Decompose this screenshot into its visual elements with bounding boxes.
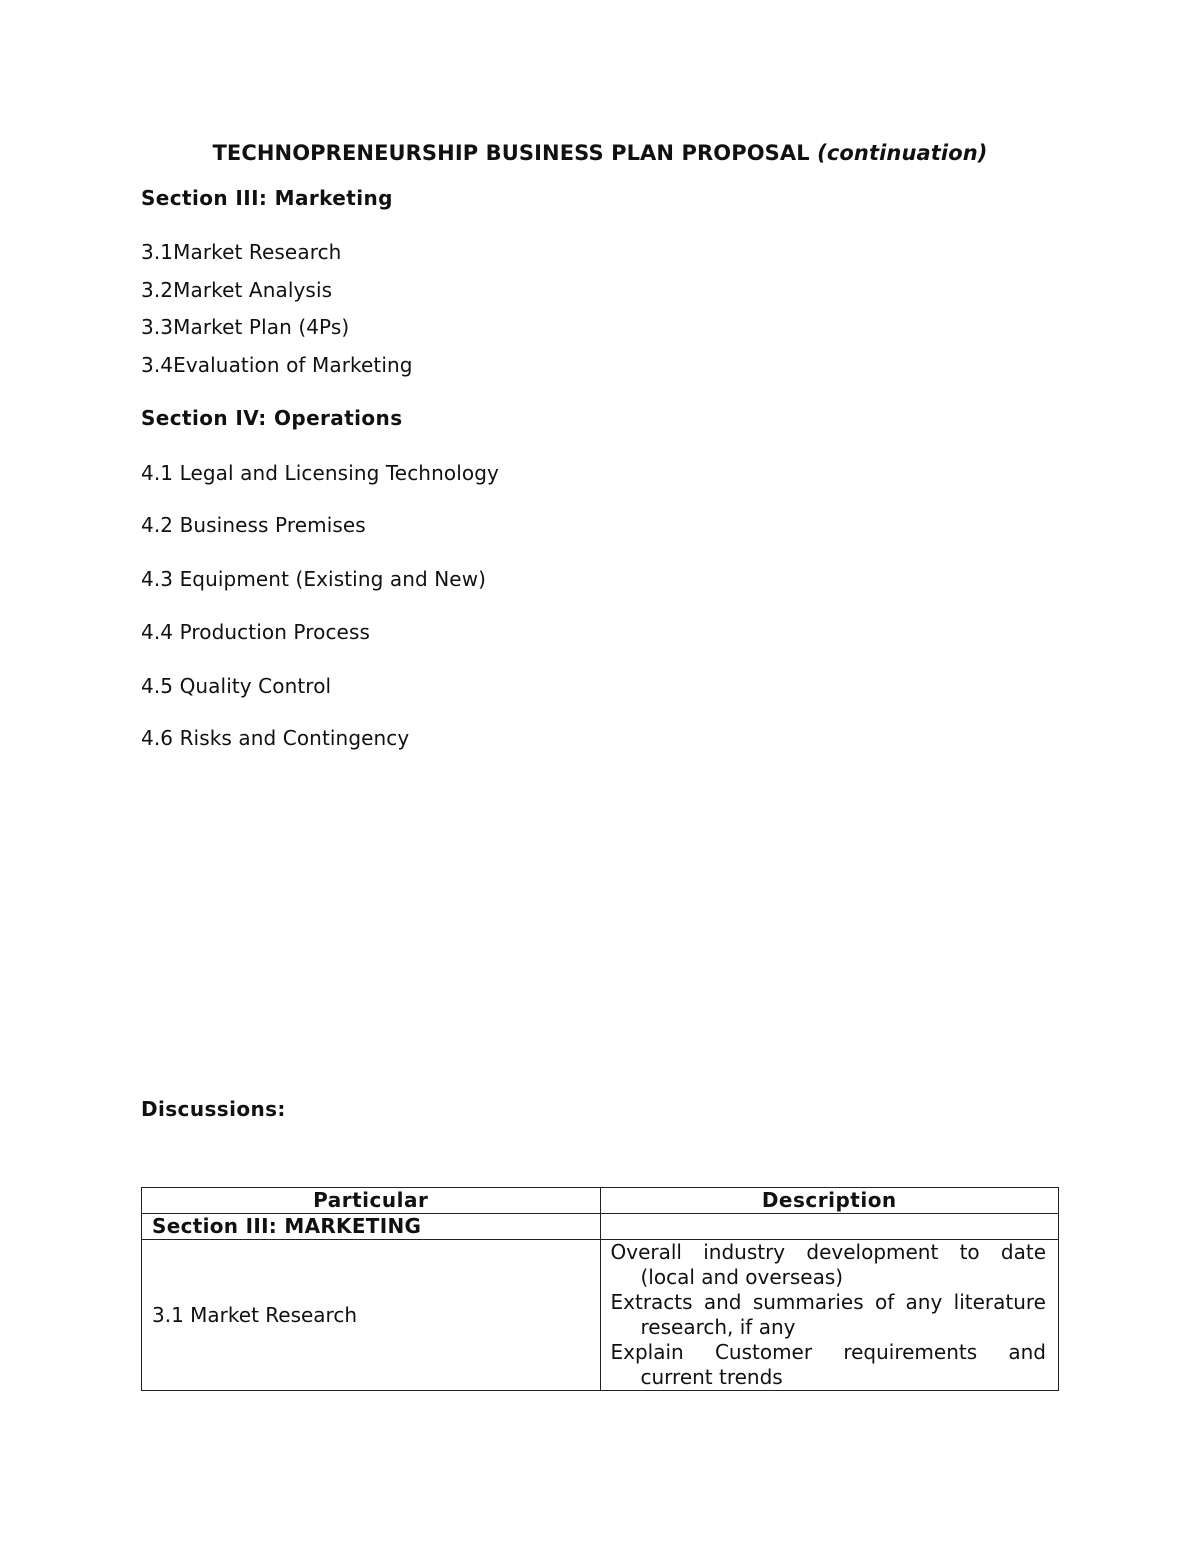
header-description: Description xyxy=(600,1188,1059,1214)
section-3-item: 3.3Market Plan (4Ps) xyxy=(141,315,350,339)
title-main: TECHNOPRENEURSHIP BUSINESS PLAN PROPOSAL xyxy=(212,141,810,165)
table-row xyxy=(142,1240,1059,1391)
section-4-item: 4.2 Business Premises xyxy=(141,513,366,537)
section-4-item: 4.1 Legal and Licensing Technology xyxy=(141,461,499,485)
section-3-item: 3.1Market Research xyxy=(141,240,342,264)
section-3-item: 3.2Market Analysis xyxy=(141,278,333,302)
discussions-label: Discussions: xyxy=(141,1097,286,1121)
discussion-table xyxy=(141,1187,1059,1391)
description-item: Overall industry development to date (local and overseas) xyxy=(610,1240,1046,1289)
section-3-item: 3.4Evaluation of Marketing xyxy=(141,353,413,377)
empty-cell xyxy=(600,1214,1059,1240)
section-4-item: 4.6 Risks and Contingency xyxy=(141,726,410,750)
particular-cell: 3.1 Market Research xyxy=(142,1240,601,1391)
section-label-cell: Section III: MARKETING xyxy=(142,1214,601,1240)
title-suffix: (continuation) xyxy=(817,141,988,165)
section-3-heading: Section III: Marketing xyxy=(141,186,393,210)
description-item: Explain Customer requirements and current trends xyxy=(610,1340,1046,1389)
table-section-row xyxy=(142,1214,1059,1240)
page-title xyxy=(0,141,1200,165)
section-4-item: 4.3 Equipment (Existing and New) xyxy=(141,567,487,591)
description-item: Extracts and summaries of any literature research, if any xyxy=(610,1290,1046,1339)
description-cell xyxy=(600,1240,1059,1391)
table-header-row xyxy=(142,1188,1059,1214)
section-4-item: 4.4 Production Process xyxy=(141,620,370,644)
section-4-item: 4.5 Quality Control xyxy=(141,674,332,698)
header-particular: Particular xyxy=(142,1188,601,1214)
section-4-heading: Section IV: Operations xyxy=(141,406,403,430)
